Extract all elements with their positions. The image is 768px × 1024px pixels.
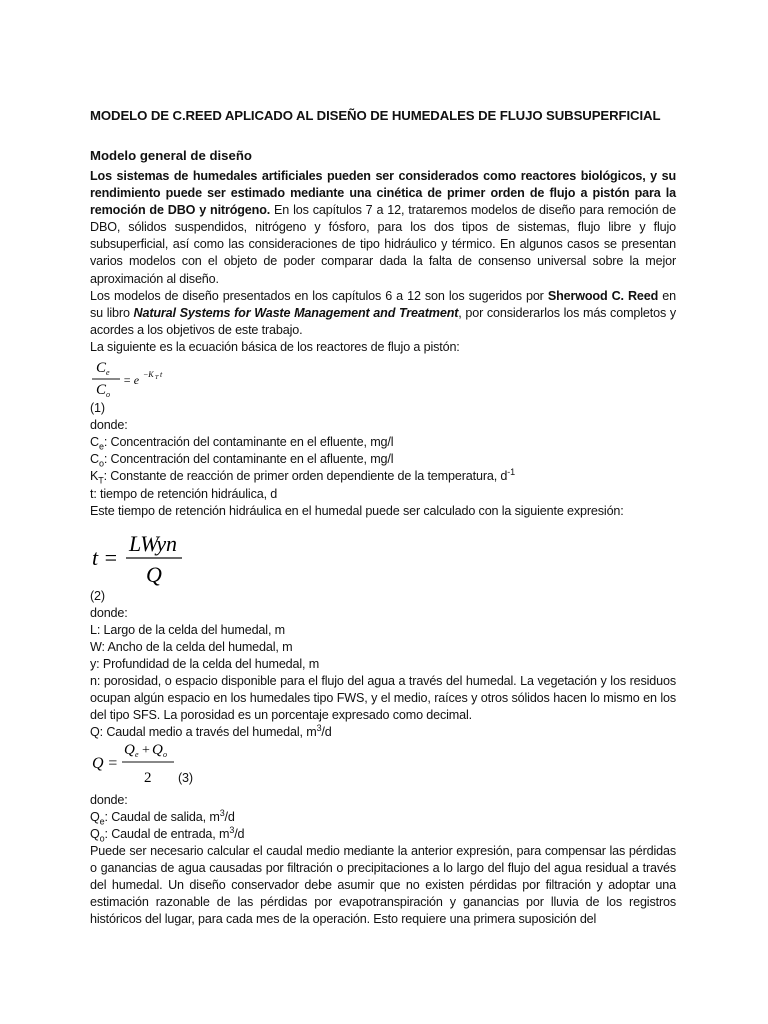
kt-superscript: -1 [507, 467, 515, 478]
eq3-lhs: Q = [92, 755, 118, 773]
equation-2-number: (2) [90, 588, 105, 603]
qe-description: : Caudal de salida, m [104, 809, 220, 824]
equation-3-number: (3) [178, 771, 193, 786]
book-title: Natural Systems for Waste Management and Treatment [133, 305, 459, 320]
donde-label-3: donde: [90, 792, 128, 807]
equation-1 [90, 358, 676, 400]
q-unit-tail: /d [321, 725, 332, 740]
definition-ce [90, 434, 676, 451]
qe-unit-tail: /d [224, 809, 235, 824]
qo-superscript: 3 [229, 824, 235, 835]
kt-symbol: K [90, 469, 99, 484]
paragraph-plug-flow: La siguiente es la ecuación básica de los reactores de flujo a pistón: [90, 339, 460, 354]
eq2-numerator: LWyn [129, 530, 177, 556]
equation-1-number: (1) [90, 401, 105, 416]
reed-text-b: en su libro [90, 288, 676, 320]
document-body [90, 168, 676, 928]
qo-symbol: Q [90, 826, 100, 841]
qe-superscript: 3 [219, 807, 225, 818]
donde-label-2: donde: [90, 605, 128, 620]
co-symbol: C [90, 452, 99, 467]
q-superscript: 3 [316, 723, 322, 734]
eq1-exponent: −K [143, 370, 154, 380]
qo-unit-tail: /d [234, 826, 245, 841]
paragraph-retention: Este tiempo de retención hidráulica en el humedal puede ser calculado con la siguiente expresión: [90, 503, 624, 518]
ce-symbol: C [90, 435, 99, 450]
eq1-exponent-tail: t [160, 370, 163, 380]
q-description: Q: Caudal medio a través del humedal, m [90, 725, 317, 740]
definition-W: W: Ancho de la celda del humedal, m [90, 639, 293, 654]
eq3-n1-sub: e [135, 750, 139, 760]
reed-text-a: Los modelos de diseño presentados en los capítulos 6 a 12 son los sugeridos por [90, 288, 548, 303]
definition-qo [90, 826, 676, 843]
eq3-n2-sub: o [163, 750, 167, 760]
qo-subscript: o [99, 833, 105, 844]
qo-description: : Caudal de entrada, m [104, 826, 230, 841]
definition-kt [90, 468, 676, 485]
kt-subscript: T [98, 475, 104, 486]
equation-2 [90, 528, 676, 588]
definition-co [90, 451, 676, 468]
eq1-rhs: = e [123, 373, 139, 388]
equation-3 [90, 738, 176, 791]
co-subscript: o [98, 458, 104, 469]
co-description: : Concentración del contaminante en el afluente, mg/l [103, 452, 394, 467]
section-heading: Modelo general de diseño [90, 148, 252, 163]
intro-bold-text: Los sistemas de humedales artificiales pueden ser considerados como reactores biológicos, y su rendimiento puede ser estimado mediante una cinética de primer orden de flujo a pistón para la remoción de DBO y nitrógeno. [90, 169, 676, 218]
ce-subscript: e [98, 441, 104, 452]
reed-text-c: , por considerarlos los más completos y acordes a los objetivos de este trabajo. [90, 305, 677, 337]
paragraph-intro [90, 168, 676, 288]
eq3-n1: Q [124, 742, 135, 759]
paragraph-reed [90, 288, 676, 339]
definition-L: L: Largo de la celda del humedal, m [90, 622, 285, 637]
eq1-den-letter: C [96, 382, 106, 399]
qe-symbol: Q [90, 809, 100, 824]
intro-text: En los capítulos 7 a 12, trataremos modelos de diseño para remoción de DBO, sólidos suspendidos, nitrógeno y fósforo, para los dos tipos de sistemas, flujo libre y flujo subsuperficial, así como las consideraciones de tipo hidráulico y térmico. En algunos casos se presentan varios modelos con el objeto de poder comparar dada la falta de consenso universal sobre la mejor aproximación al diseño. [90, 203, 676, 286]
equation-3-row [90, 744, 676, 792]
donde-label-1: donde: [90, 418, 128, 433]
eq1-num-letter: C [96, 360, 106, 377]
kt-description: : Constante de reacción de primer orden dependiente de la temperatura, d [103, 469, 508, 484]
eq3-plus: + [142, 743, 150, 759]
eq3-denominator: 2 [144, 770, 152, 787]
qe-subscript: e [99, 816, 105, 827]
eq1-num-sub: e [106, 368, 110, 378]
document-page [90, 108, 676, 928]
document-title: MODELO DE C.REED APLICADO AL DISEÑO DE HUMEDALES DE FLUJO SUBSUPERFICIAL [90, 108, 661, 123]
definition-qe [90, 809, 676, 826]
eq2-denominator: Q [146, 561, 162, 587]
eq2-lhs: t = [92, 544, 119, 570]
paragraph-flow-balance: Puede ser necesario calcular el caudal medio mediante la anterior expresión, para compensar las pérdidas o ganancias de agua causadas por filtración o precipitaciones a lo largo del flujo del agua residual a través del humedal. Un diseño conservador debe asumir que no existen pérdidas por filtración y adoptar una estimación razonable de las pérdidas por evapotranspiración y ganancias por lluvia de los registros históricos del lugar, para cada mes de la operación. Esto requiere una primera suposición del [90, 843, 676, 927]
definition-t: t: tiempo de retención hidráulica, d [90, 486, 278, 501]
ce-description: : Concentración del contaminante en el efluente, mg/l [103, 435, 394, 450]
definition-y: y: Profundidad de la celda del humedal, m [90, 657, 320, 672]
definition-n: n: porosidad, o espacio disponible para el flujo del agua a través del humedal. La vegetación y los residuos ocupan algún espacio en los humedales tipo FWS, y el medio, raíces y otros sólidos hacen lo mismo en los del tipo SFS. La porosidad es un porcentaje expresado como decimal. [90, 674, 676, 723]
eq3-n2: Q [152, 742, 163, 759]
eq1-exponent-sub: T [155, 375, 159, 382]
eq1-den-sub: o [106, 390, 110, 400]
author-name: Sherwood C. Reed [547, 288, 659, 303]
definition-Q [90, 724, 676, 741]
